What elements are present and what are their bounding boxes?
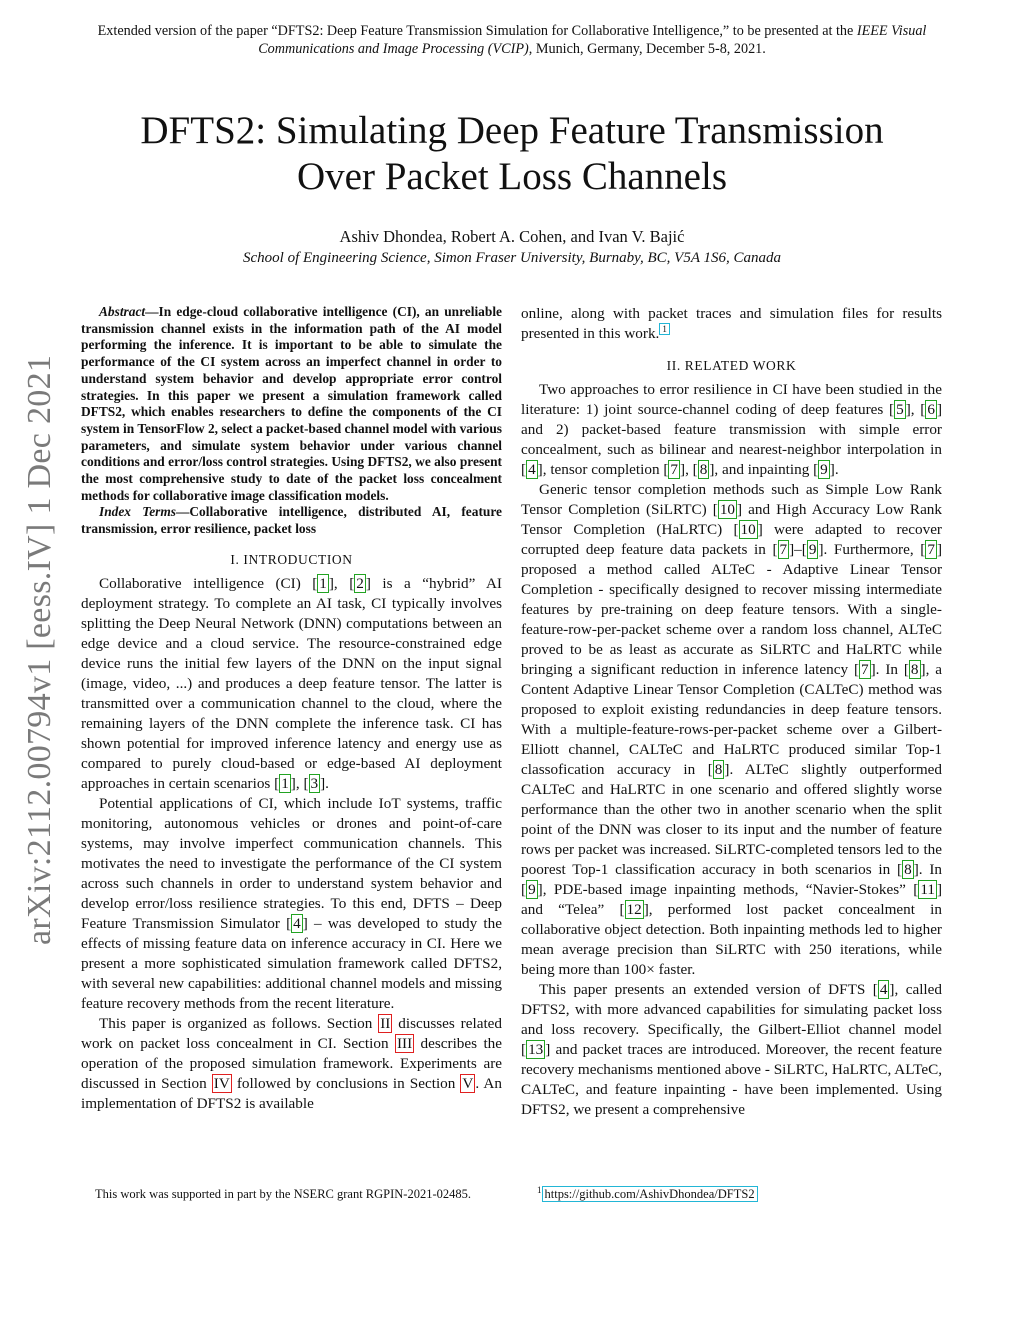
related-paragraph-3: This paper presents an extended version of DFTS [ 4 ], called DFTS2, with more advanced capabilities for simulating packet loss and loss recovery. Specifically, the Gilbert-Elliot channel model [ 13 ] and packet traces are introduced. Moreover, the recent feature recovery mechanisms mentioned above - SiLRTC, HaLRTC, ALTeC, CALTeC, and feature inpainting - have been implemented. Using DFTS2, we present a comprehensive	[521, 981, 942, 1118]
citation-link[interactable]: 7	[779, 541, 788, 558]
citation-link[interactable]: 7	[861, 661, 869, 678]
conference-note	[70, 22, 954, 58]
paper-title	[60, 108, 964, 200]
intro-paragraph-3: This paper is organized as follows. Section II discusses related work on packet loss concealment in CI. Section III describes the operation of the proposed simulation framework. Experiments are discussed in Section IV followed by conclusions in Section V . An implementation of DFTS2 is available	[81, 1014, 502, 1112]
author-list: Ashiv Dhondea, Robert A. Cohen, and Ivan V. Bajić	[339, 227, 685, 246]
section-ref-link[interactable]: V	[462, 1074, 474, 1092]
section-ref-link[interactable]: III	[396, 1034, 413, 1052]
right-column	[521, 304, 942, 1120]
section-ref-link[interactable]: II	[380, 1014, 391, 1032]
funding-footnote: This work was supported in part by the NSERC grant RGPIN-2021-02485.	[95, 1187, 472, 1201]
citation-link[interactable]: 5	[896, 401, 904, 418]
citation-link[interactable]: 7	[927, 541, 935, 558]
conference-venue: IEEE Visual Communications and Image Processing (VCIP)	[258, 23, 927, 57]
citation-link[interactable]: 10	[740, 521, 756, 538]
citation-link[interactable]: 8	[910, 661, 919, 678]
citation-link[interactable]: 9	[808, 541, 817, 558]
title-line-1: DFTS2: Simulating Deep Feature Transmission	[140, 109, 884, 152]
github-url-link[interactable]: https://github.com/AshivDhondea/DFTS2	[542, 1186, 758, 1202]
url-footnote	[537, 1186, 957, 1202]
citation-link[interactable]: 6	[927, 401, 935, 418]
conference-note-pre: Extended version of the paper “DFTS2: Deep Feature Transmission Simulation for Collaborative Intelligence,” to be presented at the	[97, 23, 857, 39]
citation-link[interactable]: 13	[528, 1041, 544, 1058]
index-terms-text: —Collaborative intelligence, distributed AI, feature transmission, error resilience, packet loss	[81, 504, 502, 537]
abstract-text: —In edge-cloud collaborative intelligence (CI), an unreliable transmission channel exists in the information path of the AI model performing the inference. It is important to be able to simulate the performance of the CI system across an imperfect channel in order to understand system behavior and develop appropriate error control strategies. In this paper we present a simulation framework called DFTS2, which enables researchers to define the components of the CI system in TensorFlow 2, select a packet-based channel model with various parameters, and simulate system behavior under various channel conditions and error/loss control strategies. Using DFTS2, we also present the most comprehensive study to date of the packet loss concealment methods for collaborative image classification models.	[81, 304, 502, 503]
citation-link[interactable]: 12	[626, 901, 642, 918]
abstract-label: Abstract	[99, 304, 146, 319]
citation-link[interactable]: 3	[310, 774, 319, 792]
left-column	[81, 304, 502, 1114]
index-terms-label: Index Terms	[99, 504, 176, 520]
section-heading-related-work: II. RELATED WORK	[666, 358, 797, 373]
citation-link[interactable]: 8	[699, 461, 708, 478]
footnote-number: 1	[537, 1184, 542, 1195]
section-ref-link[interactable]: IV	[213, 1074, 230, 1092]
intro-paragraph-1: Collaborative intelligence (CI) [ 1 ], [ 2 ] is a “hybrid” AI deployment strategy. To complete an AI task, CI typically involves splitting the Deep Neural Network (DNN) computations between an edge device and a cloud service. The resource-constrained edge device runs the initial few layers of the DNN on the input signal (image, video, ...) and produces a deep feature tensor. The latter is transmitted over a communication channel to the cloud, where the remaining layers of the DNN complete the inference task. CI has shown potential for improved inference latency and energy use as compared to purely cloud-based or edge-based AI deployment approaches in certain scenarios [ 1 ], [ 3 ].	[81, 574, 502, 792]
citation-link[interactable]: 4	[528, 461, 536, 478]
abstract	[81, 304, 502, 504]
intro-paragraph-2: Potential applications of CI, which include IoT systems, traffic monitoring, autonomous vehicles or drones and point-of-care systems, may involve imperfect communication channels. This motivates the need to investigate the performance of the CI system across such channels in order to understand system behavior and develop error/loss resilience strategies. To this end, DFTS – Deep Feature Transmission Simulator [ 4 ] – was developed to study the effects of missing feature data on inference accuracy in CI. Here we present a more sophisticated simulation framework called DFTS2, with several new capabilities: additional channel models and missing feature recovery methods from the recent literature.	[81, 794, 502, 1012]
citation-link[interactable]: 11	[920, 881, 935, 898]
arxiv-identifier: arXiv:2112.00794v1 [eess.IV] 1 Dec 2021	[21, 354, 58, 945]
citation-link[interactable]: 1	[281, 774, 289, 792]
citation-link[interactable]: 7	[670, 461, 679, 478]
title-line-2: Over Packet Loss Channels	[297, 155, 727, 198]
citation-link[interactable]: 2	[356, 574, 364, 592]
index-terms	[81, 504, 502, 537]
citation-link[interactable]: 1	[319, 574, 327, 592]
citation-link[interactable]: 9	[528, 881, 536, 898]
citation-link[interactable]: 4	[879, 981, 888, 998]
citation-link[interactable]: 8	[714, 761, 723, 778]
affiliation: School of Engineering Science, Simon Fraser University, Burnaby, BC, V5A 1S6, Canada	[243, 250, 781, 266]
citation-link[interactable]: 4	[293, 914, 301, 932]
conference-note-post: , Munich, Germany, December 5-8, 2021.	[528, 41, 766, 57]
section-heading-introduction: I. INTRODUCTION	[230, 551, 353, 567]
related-paragraph-2: Generic tensor completion methods such as Simple Low Rank Tensor Completion (SiLRTC) [ 10 ] and High Accuracy Low Rank Tensor Completion (HaLRTC) [ 10 ] were adapted to recover corrupted deep feature data packets in [ 7 ]–[ 9 ]. Furthermore, [ 7 ] proposed a method called ALTeC - Adaptive Linear Tensor Completion - specifically designed to recover missing intermediate features by pre-training on deep feature tensors. With a single-feature-row-per-packet scheme over a random loss channel, ALTeC proved to be as least as accurate as SiLRTC and HaLRTC while bringing a significant reduction in inference latency [ 7 ]. In [ 8 ], a Content Adaptive Linear Tensor Completion (CALTeC) method was proposed to exploit existing redundancies in deep feature tensors. With a multiple-feature-rows-per-packet scheme over a Gilbert-Elliott channel, CALTeC and HaLRTC produced similar Top-1 classofication accuracy in [ 8 ]. ALTeC slightly outperformed CALTeC and HaLRTC in one scenario and offered slightly worse performance than the other two in another scenario when the split point of the DNN was closer to its input and the number of feature rows per packet was increased. SiLRTC-completed tensors led to the poorest Top-1 classification accuracy in both scenarios in [ 8 ]. In [ 9 ], PDE-based image inpainting methods, “Navier-Stokes” [ 11 ] and “Telea” [ 12 ], performed lost packet concealment in collaborative object detection. Both inpainting methods led to higher mean average precision than SiLRTC with 250 iterations, while being more than 100× faster.	[521, 481, 943, 978]
footnote-marker-link[interactable]: 1	[659, 323, 670, 335]
citation-link[interactable]: 10	[719, 501, 735, 518]
continued-paragraph: online, along with packet traces and simulation files for results presented in this work. $^1$	[521, 305, 942, 342]
citation-link[interactable]: 8	[904, 861, 912, 878]
citation-link[interactable]: 9	[820, 461, 828, 478]
related-paragraph-1: Two approaches to error resilience in CI have been studied in the literature: 1) joint source-channel coding of deep features [ 5 ], [ 6 ] and 2) packet-based feature transmission with simple error concealment, such as bilinear and nearest-neighbor interpolation in [ 4 ], tensor completion [ 7 ], [ 8 ], and inpainting [ 9 ].	[521, 381, 942, 478]
